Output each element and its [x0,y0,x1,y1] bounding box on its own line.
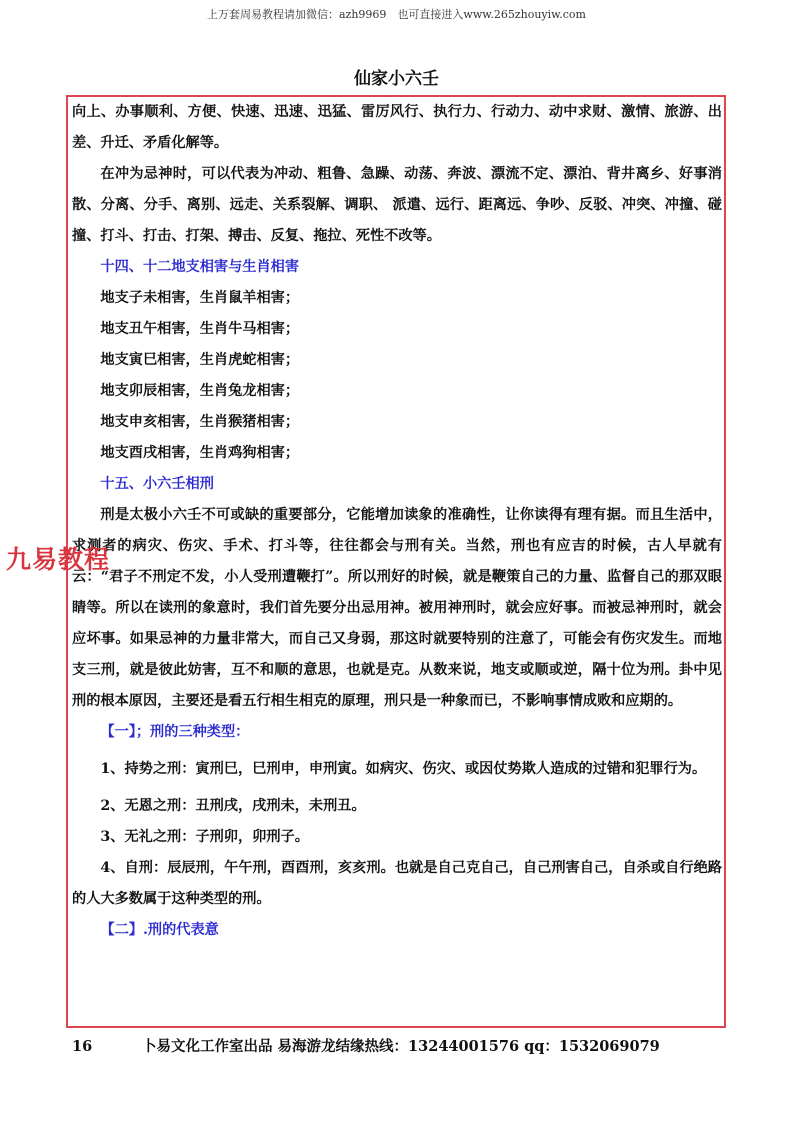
watermark-logo: 九易教程 [6,545,111,574]
section-heading-14: 十四、十二地支相害与生肖相害 [100,259,300,275]
xing-type-2: 2、无恩之刑：丑刑戌，戌刑未，未刑丑。 [100,798,366,814]
page-title: 仙家小六壬 [354,69,439,89]
harm-item-6: 地支酉戌相害，生肖鸡狗相害； [100,445,300,461]
footer-contact-text: 卜易文化工作室出品 易海游龙结缘热线：13244001576 qq：1532069079 [142,1038,660,1055]
xing-type-3: 3、无礼之刑：子刑卯，卯刑子。 [100,829,309,845]
xing-type-1: 1、持势之刑：寅刑巳，巳刑申，申刑寅。如病灾、伤灾、或因仗势欺人造成的过错和犯罪行为。 [100,761,707,777]
harm-item-5: 地支申亥相害，生肖猴猪相害； [100,414,300,430]
section-heading-15: 十五、小六壬相刑 [100,476,214,492]
harm-item-3: 地支寅巳相害，生肖虎蛇相害； [100,352,300,368]
xing-type-4: 4、自刑：辰辰刑，午午刑，酉酉刑，亥亥刑。也就是自己克自己，自己刑害自己，自杀或自行绝路的人大多数属于这种类型的刑。 [72,860,722,907]
harm-item-1: 地支子未相害，生肖鼠羊相害； [100,290,300,306]
document-body [72,97,722,946]
subheading-three-types: 【一】；刑的三种类型： [100,724,250,740]
page-number: 16 [72,1038,93,1055]
top-promo-text: 上万套周易教程请加微信：azh9969 也可直接进入www.265zhouyiw.com [206,8,586,21]
paragraph-continuation: 向上、办事顺利、方便、快速、迅速、迅猛、雷厉风行、执行力、行动力、动中求财、激情、旅游、出差、升迁、矛盾化解等。 [72,104,722,151]
subheading-representation: 【二】.刑的代表意 [100,922,219,938]
paragraph-chong-ji-shen: 在冲为忌神时，可以代表为冲动、粗鲁、急躁、动荡、奔波、漂流不定、漂泊、背井离乡、好事消散、分离、分手、离别、远走、关系裂解、调职、 派遣、远行、距离远、争吵、反驳、冲突、冲撞、碰撞、打斗、打击、打架、搏击、反复、拖拉、死性不改等。 [72,166,722,244]
harm-item-2: 地支丑午相害，生肖牛马相害； [100,321,300,337]
harm-item-4: 地支卯辰相害，生肖兔龙相害； [100,383,300,399]
paragraph-xing-intro: 刑是太极小六壬不可或缺的重要部分，它能增加读象的准确性，让你读得有理有据。而且生活中，求测者的病灾、伤灾、手术、打斗等，往往都会与刑有关。当然，刑也有应吉的时候，古人早就有云：“君子不刑定不发，小人受刑遭鞭打”。所以刑好的时候，就是鞭策自己的力量、监督自己的那双眼睛等。所以在读刑的象意时，我们首先要分出忌用神。被用神刑时，就会应好事。而被忌神刑时，就会应坏事。如果忌神的力量非常大，而自己又身弱，那这时就要特别的注意了，可能会有伤灾发生。而地支三刑，就是彼此妨害，互不和顺的意思，也就是克。从数来说，地支或顺或逆，隔十位为刑。卦中见刑的根本原因，主要还是看五行相生相克的原理，刑只是一种象而已，不影响事情成败和应期的。 [72,507,722,709]
